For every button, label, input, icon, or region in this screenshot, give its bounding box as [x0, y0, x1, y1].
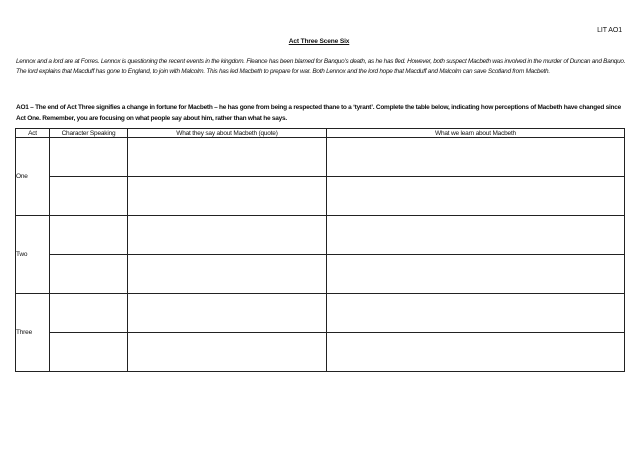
learn-cell[interactable] — [327, 255, 625, 294]
learn-cell[interactable] — [327, 177, 625, 216]
act-three-cell: Three — [16, 294, 50, 372]
header-act: Act — [16, 129, 50, 138]
character-cell[interactable] — [50, 333, 128, 372]
character-cell[interactable] — [50, 294, 128, 333]
header-quote: What they say about Macbeth (quote) — [128, 129, 327, 138]
learn-cell[interactable] — [327, 294, 625, 333]
act-one-cell: One — [16, 138, 50, 216]
quote-cell[interactable] — [128, 138, 327, 177]
quote-cell[interactable] — [128, 255, 327, 294]
act-two-cell: Two — [16, 216, 50, 294]
table-row — [16, 138, 625, 177]
header-what-we-learn: What we learn about Macbeth — [327, 129, 625, 138]
quote-cell[interactable] — [128, 333, 327, 372]
table-row — [16, 216, 625, 255]
table-row — [16, 255, 625, 294]
learn-cell[interactable] — [327, 138, 625, 177]
table-row — [16, 177, 625, 216]
assessment-objective-label: LIT AO1 — [597, 27, 622, 34]
task-instructions: AO1 – The end of Act Three signifies a change in fortune for Macbeth – he has gone from being a respected thane to a ‘tyrant’. Complete the table below, indicating how perceptions of Macbeth have changed since Act One. Remember, you are focusing on what people say about him, rather than what he says. — [16, 104, 621, 122]
quote-cell[interactable] — [128, 177, 327, 216]
character-cell[interactable] — [50, 255, 128, 294]
character-cell[interactable] — [50, 216, 128, 255]
quote-cell[interactable] — [128, 294, 327, 333]
learn-cell[interactable] — [327, 333, 625, 372]
character-cell[interactable] — [50, 177, 128, 216]
table-row — [16, 333, 625, 372]
table-row — [16, 294, 625, 333]
table-header-row — [16, 129, 625, 138]
page-title: Act Three Scene Six — [288, 38, 350, 45]
learn-cell[interactable] — [327, 216, 625, 255]
character-cell[interactable] — [50, 138, 128, 177]
header-character-speaking: Character Speaking — [50, 129, 128, 138]
scene-summary: Lennox and a lord are at Forres. Lennox is questioning the recent events in the kingdom. Fleance has been blamed for Banquo’s death, as he has fled. However, both suspect Macbeth was involved in the murder of Duncan and Banquo. The lord explains that Macduff has gone to England, to join with Malcolm. This has led Macbeth to prepare for war. Both Lennox and the lord hope that Macduff and Malcolm can save Scotland from Macbeth. — [16, 58, 626, 75]
quote-cell[interactable] — [128, 216, 327, 255]
perceptions-table — [15, 128, 625, 372]
